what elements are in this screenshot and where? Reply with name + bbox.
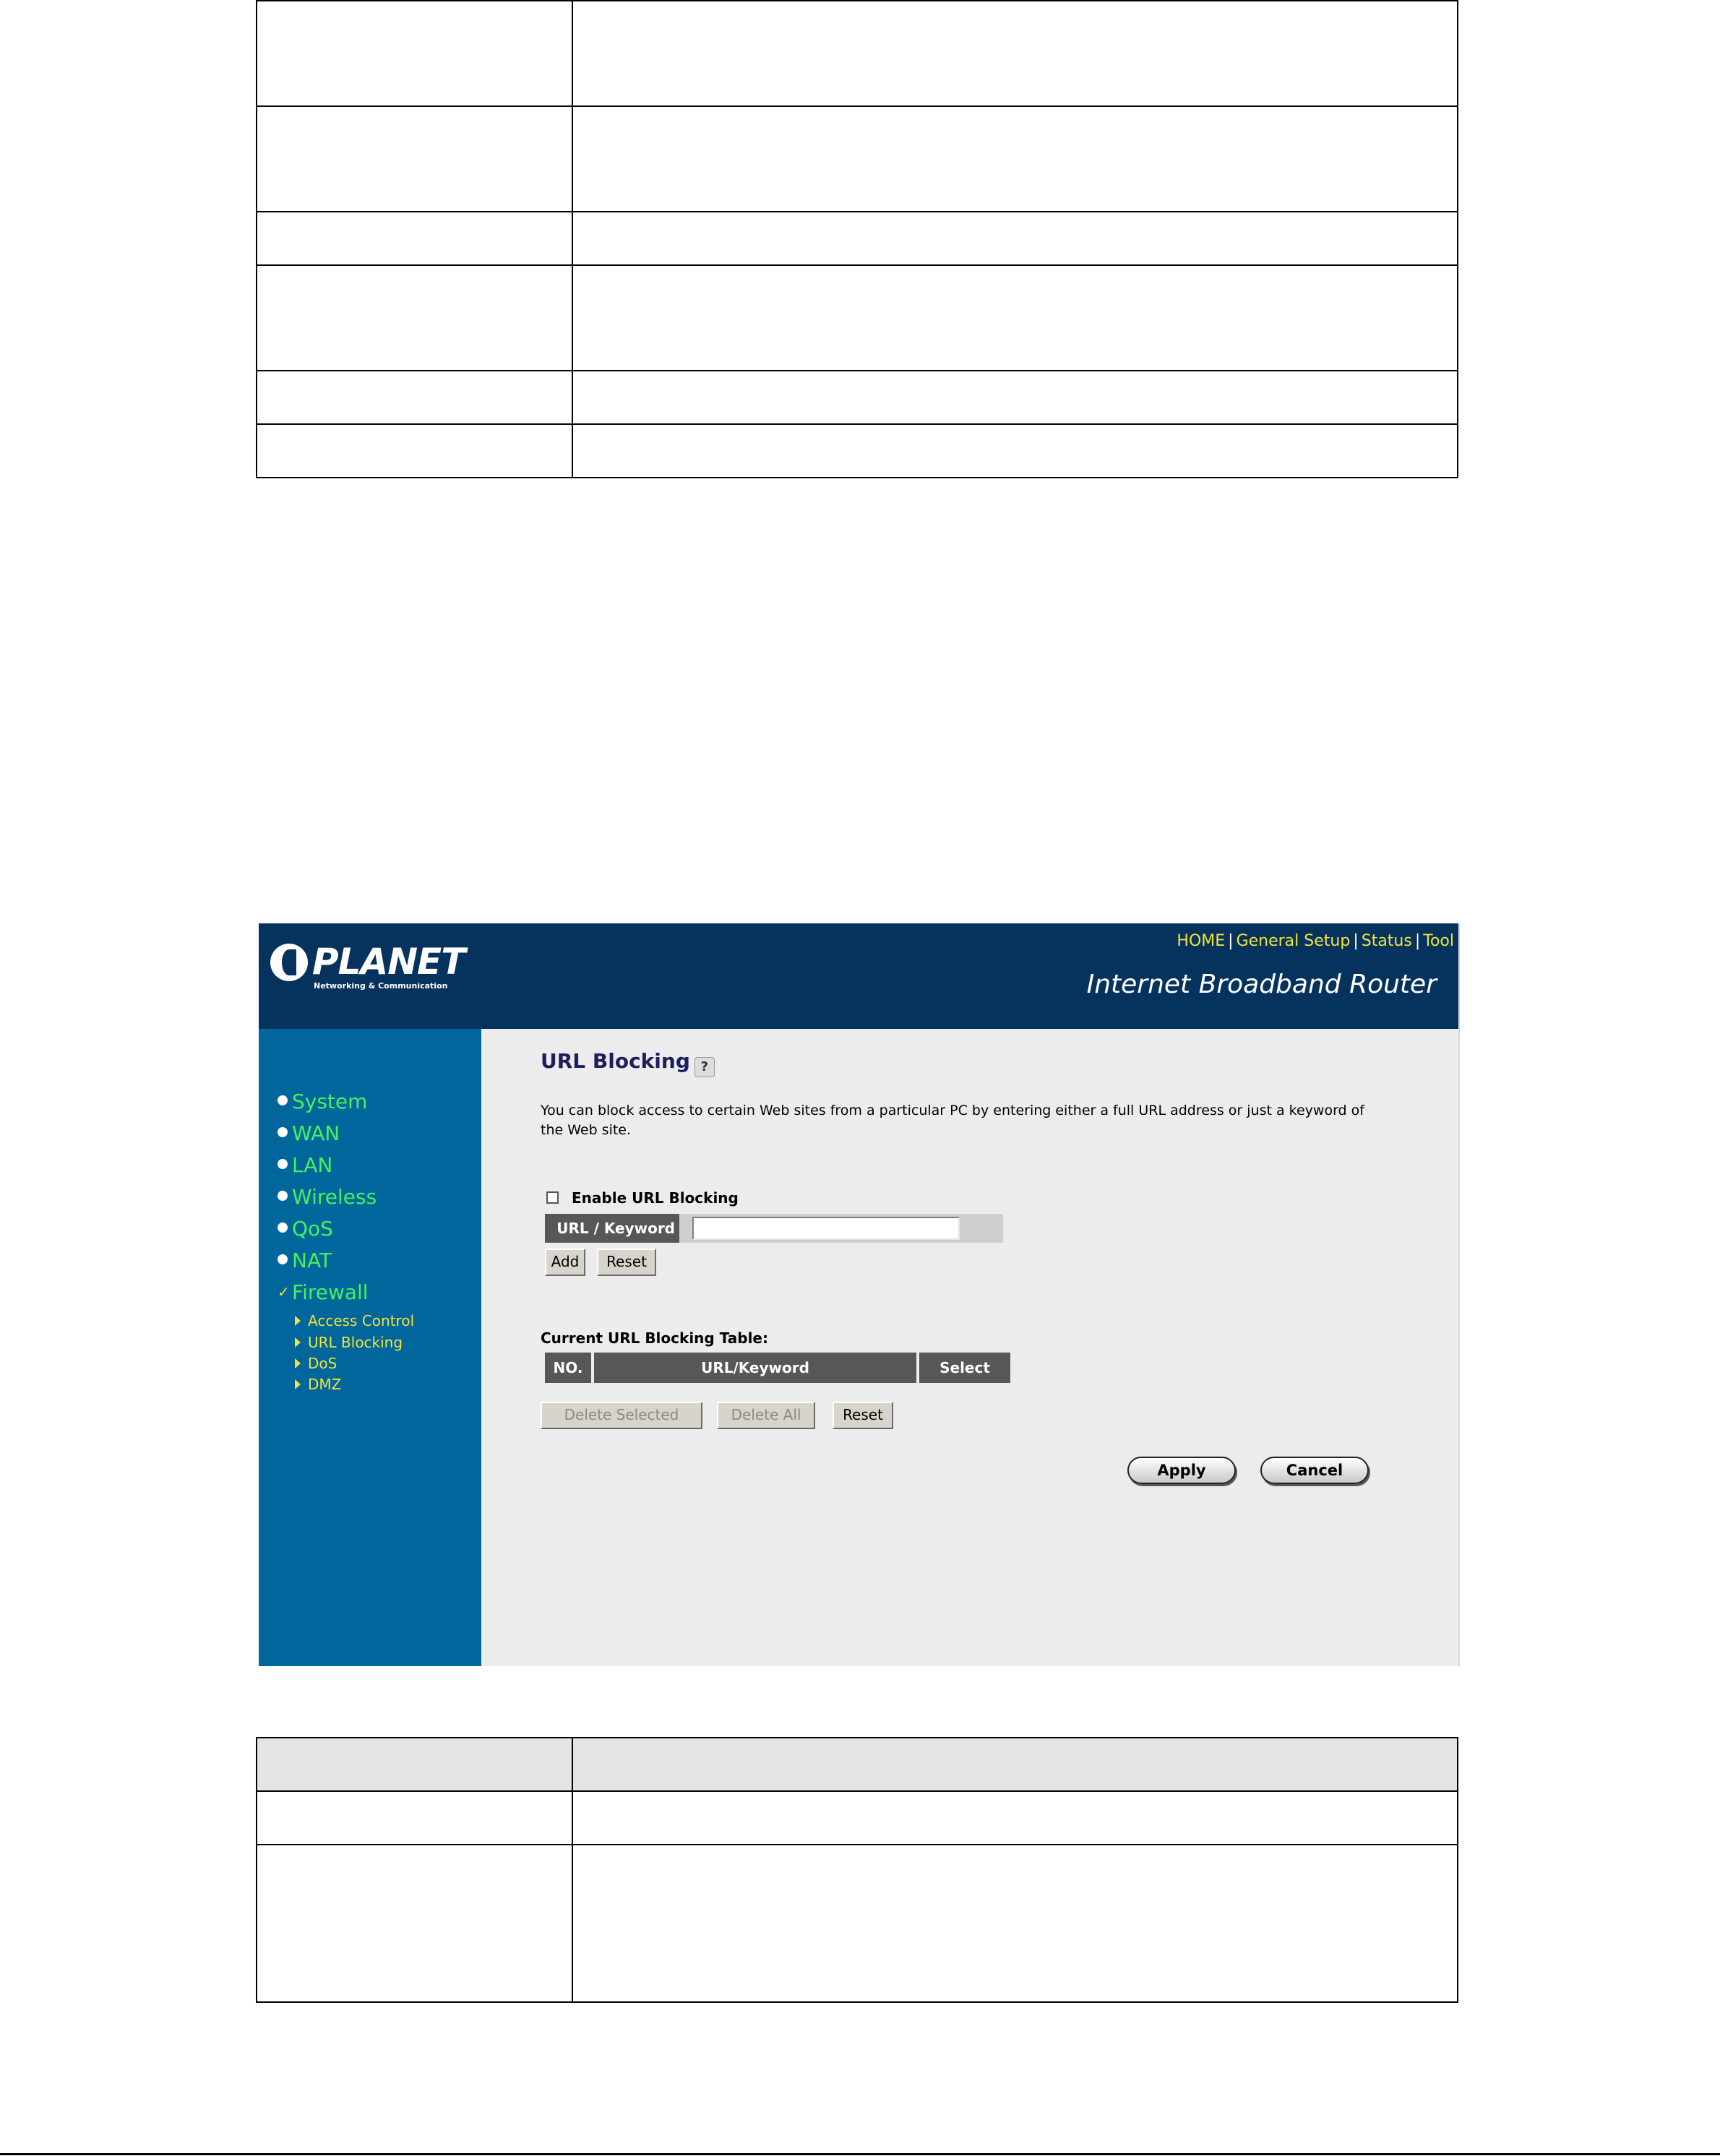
table-cell: [257, 1791, 572, 1845]
triangle-right-icon: [295, 1379, 301, 1389]
bullet-icon: [278, 1223, 288, 1233]
table-cell: [257, 1, 572, 106]
sidebar-item-qos[interactable]: [278, 1217, 333, 1241]
sidebar-item-system[interactable]: [278, 1090, 367, 1113]
sidebar-item-lan[interactable]: [278, 1153, 332, 1177]
document-table-bottom: [256, 1737, 1458, 2003]
sidebar-subitem-url-blocking[interactable]: [295, 1334, 403, 1351]
cancel-button[interactable]: Cancel: [1260, 1457, 1369, 1484]
url-keyword-row: [545, 1214, 1003, 1243]
bullet-icon: [278, 1095, 288, 1105]
url-keyword-label: URL / Keyword: [545, 1214, 679, 1243]
table-header-url-keyword: URL/Keyword: [594, 1353, 916, 1383]
table-cell: [257, 1845, 572, 2002]
table-header-select: Select: [919, 1353, 1010, 1383]
help-icon[interactable]: ?: [695, 1057, 715, 1077]
delete-all-button[interactable]: Delete All: [717, 1402, 815, 1429]
url-blocking-table-title: Current URL Blocking Table:: [541, 1329, 768, 1347]
table-header-cell: [572, 1738, 1458, 1791]
apply-button[interactable]: Apply: [1127, 1457, 1236, 1484]
sidebar-item-nat[interactable]: [278, 1249, 332, 1272]
table-cell: [257, 106, 572, 212]
sidebar-item-wireless[interactable]: [278, 1185, 377, 1209]
page-description: You can block access to certain Web sites from a particular PC by entering either a full URL address or just a keyword of the Web site.: [541, 1103, 1364, 1138]
nav-separator: |: [1228, 932, 1234, 950]
sidebar-item-label: System: [292, 1090, 368, 1113]
bullet-icon: [278, 1127, 288, 1137]
nav-separator: |: [1353, 932, 1359, 950]
logo-text: PLANET: [312, 941, 465, 983]
sidebar-subitem-label: DoS: [308, 1355, 337, 1372]
nav-home-link[interactable]: HOME: [1177, 932, 1226, 950]
table-header-no: NO.: [545, 1353, 591, 1383]
bullet-icon: [278, 1191, 288, 1201]
document-table-top: [256, 0, 1458, 478]
nav-status-link[interactable]: Status: [1361, 932, 1412, 950]
table-reset-button[interactable]: Reset: [833, 1402, 893, 1429]
triangle-right-icon: [295, 1358, 301, 1368]
table-cell: [257, 424, 572, 478]
page-title: [541, 1049, 715, 1077]
table-cell: [572, 1845, 1458, 2002]
checkmark-icon: ✓: [278, 1283, 290, 1301]
main-content: [481, 1029, 1458, 1666]
sidebar-subitem-label: Access Control: [308, 1312, 415, 1329]
nav-separator: |: [1414, 932, 1421, 950]
router-screenshot: [259, 923, 1460, 1666]
table-cell: [572, 371, 1458, 424]
enable-url-blocking-label: Enable URL Blocking: [572, 1189, 739, 1207]
sidebar-subitem-access-control[interactable]: [295, 1312, 414, 1329]
sidebar-subitem-dos[interactable]: [295, 1355, 337, 1372]
sidebar: [259, 1029, 481, 1666]
sidebar-item-wan[interactable]: [278, 1121, 340, 1145]
table-cell: [572, 106, 1458, 212]
nav-general-setup-link[interactable]: General Setup: [1236, 932, 1351, 950]
table-header-cell: [257, 1738, 572, 1791]
table-cell: [257, 265, 572, 371]
sidebar-subitem-label: URL Blocking: [308, 1334, 403, 1351]
top-nav: [1177, 932, 1454, 950]
planet-logo-icon: [270, 944, 308, 981]
table-cell: [572, 265, 1458, 371]
sidebar-item-label: Firewall: [292, 1280, 369, 1304]
reset-button[interactable]: Reset: [597, 1249, 656, 1276]
sidebar-item-label: WAN: [292, 1121, 340, 1145]
bullet-icon: [278, 1254, 288, 1264]
table-cell: [572, 1, 1458, 106]
product-title: Internet Broadband Router: [1086, 970, 1437, 999]
router-header: [259, 923, 1458, 1029]
enable-url-blocking-row: [546, 1189, 739, 1207]
triangle-right-icon: [295, 1316, 301, 1326]
table-cell: [257, 371, 572, 424]
sidebar-subitem-label: DMZ: [308, 1376, 342, 1393]
delete-selected-button[interactable]: Delete Selected: [541, 1402, 702, 1429]
page-title-text: URL Blocking: [541, 1049, 690, 1073]
sidebar-item-firewall[interactable]: [278, 1280, 369, 1304]
triangle-right-icon: [295, 1337, 301, 1348]
add-button[interactable]: Add: [545, 1249, 585, 1276]
page-bottom-rule: [0, 2153, 1720, 2155]
sidebar-item-label: QoS: [292, 1217, 333, 1241]
sidebar-item-label: NAT: [292, 1249, 332, 1272]
nav-tool-link[interactable]: Tool: [1423, 932, 1454, 950]
url-keyword-input[interactable]: [692, 1217, 960, 1240]
bullet-icon: [278, 1159, 288, 1169]
table-cell: [257, 212, 572, 265]
sidebar-subitem-dmz[interactable]: [295, 1376, 341, 1393]
sidebar-item-label: LAN: [292, 1153, 333, 1177]
sidebar-item-label: Wireless: [292, 1185, 377, 1209]
table-cell: [572, 424, 1458, 478]
table-cell: [572, 1791, 1458, 1845]
table-cell: [572, 212, 1458, 265]
logo-subtext: Networking & Communication: [314, 981, 448, 991]
enable-url-blocking-checkbox[interactable]: [546, 1191, 559, 1204]
